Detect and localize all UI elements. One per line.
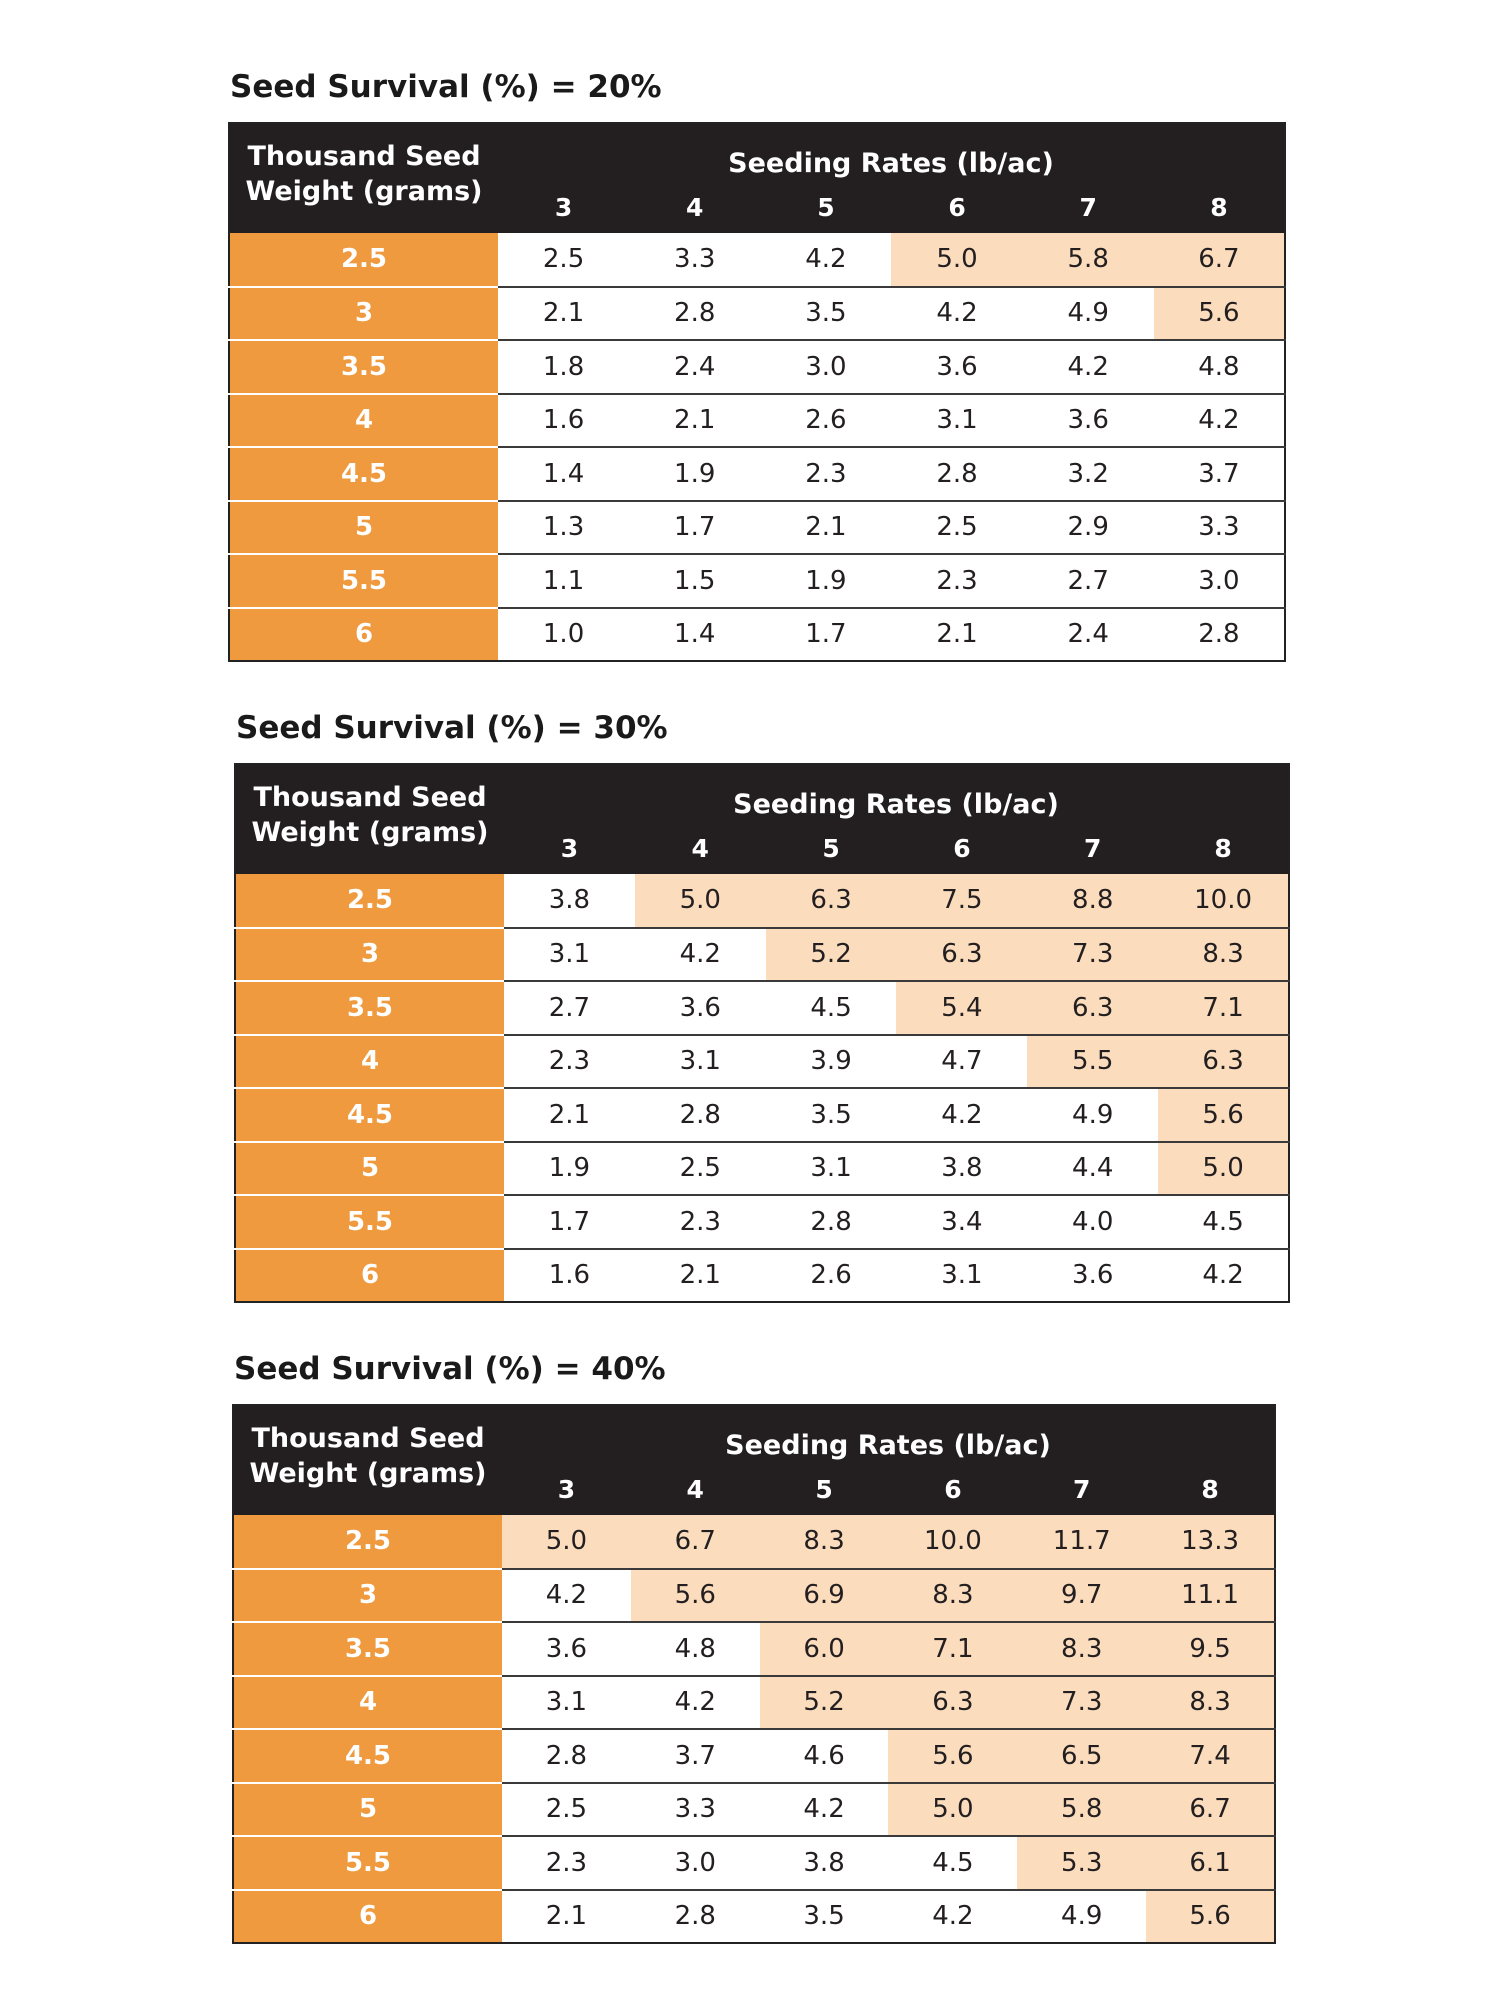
value-cell: 5.0	[891, 233, 1022, 287]
table-title: Seed Survival (%) = 30%	[236, 710, 668, 746]
value-cell: 6.3	[766, 874, 897, 928]
seeding-rate-table	[234, 763, 1290, 1303]
seed-weight-cell: 3.5	[229, 340, 498, 394]
seed-weight-cell: 5	[229, 501, 498, 555]
table-row	[229, 287, 1285, 341]
value-cell: 2.6	[766, 1249, 897, 1303]
value-cell: 3.1	[896, 1249, 1027, 1303]
seed-weight-cell: 4	[235, 1035, 504, 1089]
table-row	[233, 1890, 1275, 1944]
value-cell: 1.9	[629, 447, 760, 501]
value-cell: 8.3	[1146, 1676, 1275, 1730]
value-cell: 3.3	[631, 1783, 760, 1837]
seeding-rates-header: Seeding Rates (lb/ac)	[498, 123, 1285, 181]
value-cell: 2.4	[629, 340, 760, 394]
value-cell: 5.0	[635, 874, 766, 928]
value-cell: 3.6	[891, 340, 1022, 394]
seeding-rate-table	[232, 1404, 1276, 1944]
value-cell: 7.3	[1027, 928, 1158, 982]
value-cell: 3.0	[1154, 554, 1285, 608]
value-cell: 1.9	[504, 1142, 635, 1196]
value-cell: 4.2	[896, 1088, 1027, 1142]
value-cell: 10.0	[888, 1515, 1017, 1569]
seed-survival-section	[234, 703, 1290, 1303]
value-cell: 5.5	[1027, 1035, 1158, 1089]
value-cell: 2.1	[629, 394, 760, 448]
table-row	[229, 394, 1285, 448]
value-cell: 1.5	[629, 554, 760, 608]
rate-column-header: 6	[891, 181, 1022, 233]
table-row	[235, 1142, 1289, 1196]
rate-column-header: 6	[896, 822, 1027, 874]
value-cell: 8.8	[1027, 874, 1158, 928]
rate-column-header: 3	[502, 1463, 631, 1515]
weight-column-header: Thousand Seed Weight (grams)	[233, 1405, 502, 1515]
value-cell: 3.8	[896, 1142, 1027, 1196]
value-cell: 4.7	[896, 1035, 1027, 1089]
value-cell: 7.1	[888, 1622, 1017, 1676]
value-cell: 5.4	[896, 981, 1027, 1035]
value-cell: 5.2	[766, 928, 897, 982]
value-cell: 2.6	[760, 394, 891, 448]
value-cell: 2.1	[891, 608, 1022, 662]
value-cell: 4.9	[1027, 1088, 1158, 1142]
value-cell: 4.5	[766, 981, 897, 1035]
value-cell: 7.1	[1158, 981, 1289, 1035]
value-cell: 2.5	[502, 1783, 631, 1837]
table-row	[233, 1676, 1275, 1730]
table-row	[233, 1729, 1275, 1783]
table-row	[229, 340, 1285, 394]
rate-column-header: 3	[504, 822, 635, 874]
value-cell: 3.7	[631, 1729, 760, 1783]
value-cell: 2.1	[498, 287, 629, 341]
value-cell: 2.8	[766, 1195, 897, 1249]
value-cell: 1.6	[498, 394, 629, 448]
value-cell: 6.3	[888, 1676, 1017, 1730]
value-cell: 4.4	[1027, 1142, 1158, 1196]
seed-weight-cell: 4	[233, 1676, 502, 1730]
value-cell: 2.8	[635, 1088, 766, 1142]
value-cell: 8.3	[760, 1515, 889, 1569]
rate-column-header: 4	[629, 181, 760, 233]
value-cell: 4.2	[1158, 1249, 1289, 1303]
value-cell: 11.1	[1146, 1569, 1275, 1623]
value-cell: 4.2	[888, 1890, 1017, 1944]
value-cell: 7.3	[1017, 1676, 1146, 1730]
value-cell: 3.6	[502, 1622, 631, 1676]
value-cell: 6.7	[631, 1515, 760, 1569]
value-cell: 8.3	[1017, 1622, 1146, 1676]
table-row	[229, 554, 1285, 608]
table-row	[229, 501, 1285, 555]
value-cell: 3.5	[760, 1890, 889, 1944]
seed-weight-cell: 6	[235, 1249, 504, 1303]
seed-weight-cell: 5	[235, 1142, 504, 1196]
seed-weight-cell: 5.5	[233, 1836, 502, 1890]
value-cell: 5.2	[760, 1676, 889, 1730]
seed-weight-cell: 2.5	[235, 874, 504, 928]
value-cell: 6.5	[1017, 1729, 1146, 1783]
value-cell: 6.3	[896, 928, 1027, 982]
value-cell: 6.7	[1154, 233, 1285, 287]
value-cell: 5.3	[1017, 1836, 1146, 1890]
rate-column-header: 7	[1023, 181, 1154, 233]
rate-column-header: 8	[1158, 822, 1289, 874]
seed-weight-cell: 2.5	[233, 1515, 502, 1569]
value-cell: 3.1	[635, 1035, 766, 1089]
value-cell: 1.8	[498, 340, 629, 394]
seed-survival-section	[232, 1344, 1276, 1944]
value-cell: 2.5	[498, 233, 629, 287]
rate-column-header: 7	[1027, 822, 1158, 874]
seed-weight-cell: 6	[233, 1890, 502, 1944]
value-cell: 4.2	[631, 1676, 760, 1730]
value-cell: 3.0	[631, 1836, 760, 1890]
value-cell: 2.3	[504, 1035, 635, 1089]
value-cell: 4.2	[502, 1569, 631, 1623]
value-cell: 2.8	[502, 1729, 631, 1783]
table-row	[235, 981, 1289, 1035]
table-title: Seed Survival (%) = 40%	[234, 1351, 666, 1387]
value-cell: 3.8	[504, 874, 635, 928]
value-cell: 6.1	[1146, 1836, 1275, 1890]
value-cell: 2.4	[1023, 608, 1154, 662]
value-cell: 1.7	[760, 608, 891, 662]
value-cell: 6.3	[1158, 1035, 1289, 1089]
value-cell: 6.7	[1146, 1783, 1275, 1837]
value-cell: 3.4	[896, 1195, 1027, 1249]
table-row	[233, 1622, 1275, 1676]
rate-column-header: 4	[631, 1463, 760, 1515]
table-row	[235, 1088, 1289, 1142]
table-row	[235, 1035, 1289, 1089]
value-cell: 4.8	[1154, 340, 1285, 394]
value-cell: 3.2	[1023, 447, 1154, 501]
value-cell: 5.0	[888, 1783, 1017, 1837]
value-cell: 2.3	[635, 1195, 766, 1249]
value-cell: 3.1	[502, 1676, 631, 1730]
table-row	[233, 1836, 1275, 1890]
value-cell: 4.0	[1027, 1195, 1158, 1249]
value-cell: 3.5	[760, 287, 891, 341]
value-cell: 1.6	[504, 1249, 635, 1303]
value-cell: 9.7	[1017, 1569, 1146, 1623]
weight-column-header: Thousand Seed Weight (grams)	[235, 764, 504, 874]
rate-column-header: 8	[1146, 1463, 1275, 1515]
value-cell: 8.3	[888, 1569, 1017, 1623]
seeding-rates-header: Seeding Rates (lb/ac)	[504, 764, 1289, 822]
seed-weight-cell: 3	[235, 928, 504, 982]
table-row	[233, 1569, 1275, 1623]
value-cell: 6.0	[760, 1622, 889, 1676]
value-cell: 2.9	[1023, 501, 1154, 555]
value-cell: 4.2	[760, 233, 891, 287]
table-row	[235, 1195, 1289, 1249]
seeding-rate-table	[228, 122, 1286, 662]
value-cell: 5.8	[1023, 233, 1154, 287]
table-row	[235, 928, 1289, 982]
value-cell: 1.7	[629, 501, 760, 555]
rate-column-header: 3	[498, 181, 629, 233]
table-row	[229, 233, 1285, 287]
seed-weight-cell: 5	[233, 1783, 502, 1837]
value-cell: 3.7	[1154, 447, 1285, 501]
value-cell: 3.1	[766, 1142, 897, 1196]
value-cell: 1.9	[760, 554, 891, 608]
rate-column-header: 5	[760, 1463, 889, 1515]
value-cell: 7.5	[896, 874, 1027, 928]
value-cell: 4.2	[635, 928, 766, 982]
seed-weight-cell: 5.5	[235, 1195, 504, 1249]
value-cell: 2.3	[891, 554, 1022, 608]
value-cell: 1.7	[504, 1195, 635, 1249]
value-cell: 2.8	[629, 287, 760, 341]
value-cell: 4.5	[1158, 1195, 1289, 1249]
value-cell: 1.1	[498, 554, 629, 608]
table-row	[235, 1249, 1289, 1303]
weight-column-header: Thousand Seed Weight (grams)	[229, 123, 498, 233]
value-cell: 5.6	[1154, 287, 1285, 341]
rate-column-header: 5	[766, 822, 897, 874]
value-cell: 2.7	[504, 981, 635, 1035]
value-cell: 2.8	[1154, 608, 1285, 662]
value-cell: 1.4	[629, 608, 760, 662]
value-cell: 5.6	[631, 1569, 760, 1623]
seed-weight-cell: 3.5	[233, 1622, 502, 1676]
value-cell: 1.3	[498, 501, 629, 555]
value-cell: 2.1	[760, 501, 891, 555]
table-row	[235, 874, 1289, 928]
value-cell: 5.8	[1017, 1783, 1146, 1837]
value-cell: 3.6	[1027, 1249, 1158, 1303]
seed-weight-cell: 4	[229, 394, 498, 448]
value-cell: 1.0	[498, 608, 629, 662]
value-cell: 4.6	[760, 1729, 889, 1783]
value-cell: 4.2	[1154, 394, 1285, 448]
value-cell: 7.4	[1146, 1729, 1275, 1783]
table-row	[233, 1515, 1275, 1569]
seed-weight-cell: 5.5	[229, 554, 498, 608]
rate-column-header: 4	[635, 822, 766, 874]
rate-column-header: 5	[760, 181, 891, 233]
value-cell: 2.1	[635, 1249, 766, 1303]
value-cell: 5.0	[502, 1515, 631, 1569]
value-cell: 2.3	[760, 447, 891, 501]
value-cell: 13.3	[1146, 1515, 1275, 1569]
value-cell: 3.1	[891, 394, 1022, 448]
value-cell: 3.3	[629, 233, 760, 287]
value-cell: 3.5	[766, 1088, 897, 1142]
value-cell: 5.6	[888, 1729, 1017, 1783]
value-cell: 4.5	[888, 1836, 1017, 1890]
table-title: Seed Survival (%) = 20%	[230, 69, 662, 105]
value-cell: 11.7	[1017, 1515, 1146, 1569]
value-cell: 2.1	[502, 1890, 631, 1944]
value-cell: 3.6	[1023, 394, 1154, 448]
value-cell: 5.6	[1158, 1088, 1289, 1142]
value-cell: 1.4	[498, 447, 629, 501]
rate-column-header: 7	[1017, 1463, 1146, 1515]
seed-weight-cell: 4.5	[229, 447, 498, 501]
value-cell: 6.9	[760, 1569, 889, 1623]
value-cell: 5.0	[1158, 1142, 1289, 1196]
value-cell: 3.9	[766, 1035, 897, 1089]
value-cell: 5.6	[1146, 1890, 1275, 1944]
seed-weight-cell: 4.5	[235, 1088, 504, 1142]
seed-survival-section	[228, 62, 1286, 662]
value-cell: 2.7	[1023, 554, 1154, 608]
seed-weight-cell: 4.5	[233, 1729, 502, 1783]
seed-weight-cell: 3	[229, 287, 498, 341]
value-cell: 4.9	[1023, 287, 1154, 341]
table-row	[229, 608, 1285, 662]
value-cell: 6.3	[1027, 981, 1158, 1035]
value-cell: 3.8	[760, 1836, 889, 1890]
seed-weight-cell: 3.5	[235, 981, 504, 1035]
seeding-rates-header: Seeding Rates (lb/ac)	[502, 1405, 1275, 1463]
table-row	[229, 447, 1285, 501]
rate-column-header: 6	[888, 1463, 1017, 1515]
value-cell: 4.2	[1023, 340, 1154, 394]
value-cell: 2.5	[891, 501, 1022, 555]
rate-column-header: 8	[1154, 181, 1285, 233]
table-row	[233, 1783, 1275, 1837]
value-cell: 3.6	[635, 981, 766, 1035]
seed-weight-cell: 3	[233, 1569, 502, 1623]
value-cell: 2.8	[891, 447, 1022, 501]
value-cell: 2.5	[635, 1142, 766, 1196]
value-cell: 4.9	[1017, 1890, 1146, 1944]
value-cell: 3.3	[1154, 501, 1285, 555]
value-cell: 2.8	[631, 1890, 760, 1944]
value-cell: 2.3	[502, 1836, 631, 1890]
value-cell: 10.0	[1158, 874, 1289, 928]
value-cell: 3.0	[760, 340, 891, 394]
value-cell: 2.1	[504, 1088, 635, 1142]
seed-weight-cell: 2.5	[229, 233, 498, 287]
value-cell: 3.1	[504, 928, 635, 982]
value-cell: 4.8	[631, 1622, 760, 1676]
value-cell: 8.3	[1158, 928, 1289, 982]
seed-weight-cell: 6	[229, 608, 498, 662]
value-cell: 9.5	[1146, 1622, 1275, 1676]
value-cell: 4.2	[760, 1783, 889, 1837]
value-cell: 4.2	[891, 287, 1022, 341]
